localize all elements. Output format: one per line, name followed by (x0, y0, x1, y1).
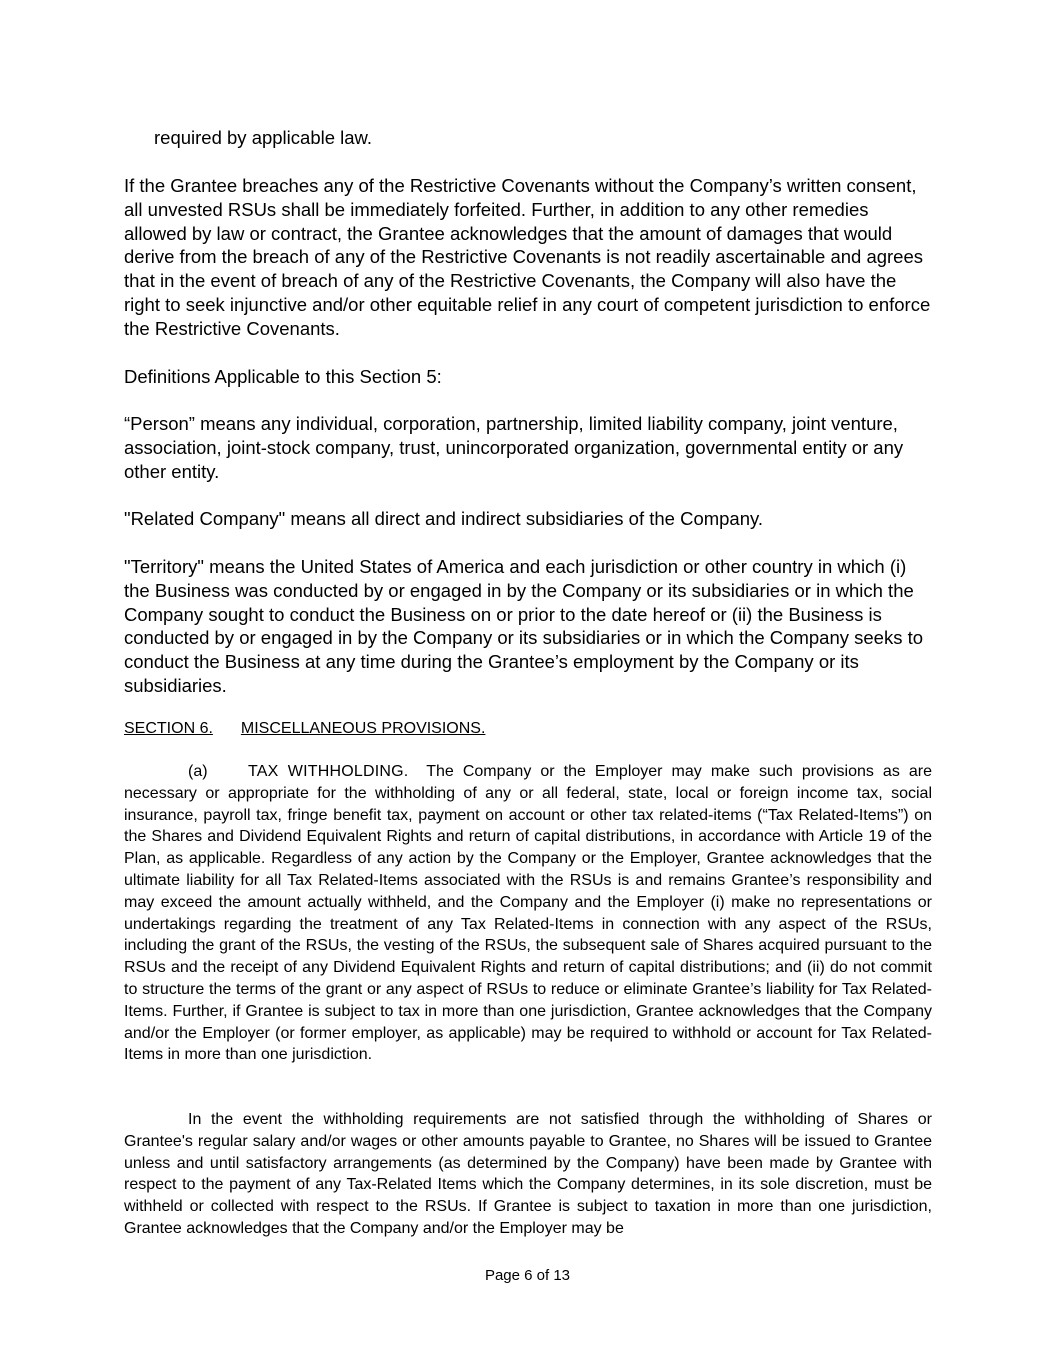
section-6-title: MISCELLANEOUS PROVISIONS. (240, 720, 486, 737)
paragraph-withholding-requirements: In the event the withholding requirements are not satisfied through the withholding of Shares or Grantee's regular salary and/or wages or other amounts payable to Grantee, no Shares will be issued to Grantee unless and until satisfactory arrangements (as determined by the Company) have been made by Grantee with respect to the payment of any Tax-Related Items which the Company determines, in its sole discretion, must be withheld or collected with respect to the RSUs. If Grantee is subject to taxation in more than one jurisdiction, Grantee acknowledges that the Company and/or the Employer may be (124, 1111, 932, 1237)
section-6-heading (124, 718, 932, 739)
tax-withholding-label: (a) (188, 763, 208, 780)
paragraph-required-by-law: required by applicable law. (154, 127, 373, 148)
paragraph-tax-withholding (124, 761, 932, 1066)
tax-withholding-body: The Company or the Employer may make such provisions as are necessary or appropriate for the withholding of any or all federal, state, local or foreign income tax, social insurance, payroll tax, fringe benefit tax, payment on account or other tax related-items (“Tax Related-Items”) on the Shares and Dividend Equivalent Rights and return of capital distributions, in accordance with Article 19 of the Plan, as applicable. Regardless of any action by the Company or the Employer, Grantee acknowledges that the ultimate liability for all Tax Related-Items associated with the RSUs is and remains Grantee’s responsibility and may exceed the amount actually withheld, and the Company and the Employer (i) make no representations or undertakings regarding the treatment of any Tax Related-Items in connection with any aspect of the RSUs, including the grant of the RSUs, the vesting of the RSUs, the subsequent sale of Shares acquired pursuant to the RSUs and the receipt of any Dividend Equivalent Rights and return of capital distributions; and (ii) do not commit to structure the terms of the grant or any aspect of RSUs to reduce or eliminate Grantee’s liability for Tax Related-Items. Further, if Grantee is subject to tax in more than one jurisdiction, Grantee acknowledges that the Company and/or the Employer (or former employer, as applicable) may be required to withhold or account for Tax Related-Items in more than one jurisdiction. (124, 763, 933, 1064)
definition-related-company: "Related Company" means all direct and indirect subsidiaries of the Company. (124, 508, 764, 529)
definition-territory: "Territory" means the United States of America and each jurisdiction or other country in which (i) the Business was conducted by or engaged in by the Company or its subsidiaries or in which the Company sought to conduct the Business on or prior to the date hereof or (ii) the Business is conducted by or engaged in by the Company or its subsidiaries or in which the Company seeks to conduct the Business at any time during the Grantee’s employment by the Company or its subsidiaries. (124, 556, 924, 696)
tax-withholding-title: TAX WITHHOLDING. (248, 763, 409, 780)
paragraph-breach-remedies: If the Grantee breaches any of the Restrictive Covenants without the Company’s written consent, all unvested RSUs shall be immediately forfeited. Further, in addition to any other remedies allowed by law or contract, the Grantee acknowledges that the amount of damages that would derive from the breach of any of the Restrictive Covenants is not readily ascertainable and agrees that in the event of breach of any of the Restrictive Covenants, the Company will also have the right to seek injunctive and/or other equitable relief in any court of competent jurisdiction to enforce the Restrictive Covenants. (124, 175, 931, 339)
page-number-footer: Page 6 of 13 (484, 1267, 571, 1284)
section-6-number: SECTION 6. (124, 720, 213, 737)
definition-person: “Person” means any individual, corporation, partnership, limited liability company, joint venture, association, joint-stock company, trust, unincorporated organization, governmental entity or any other entity. (124, 413, 904, 482)
definitions-heading: Definitions Applicable to this Section 5: (124, 366, 442, 387)
